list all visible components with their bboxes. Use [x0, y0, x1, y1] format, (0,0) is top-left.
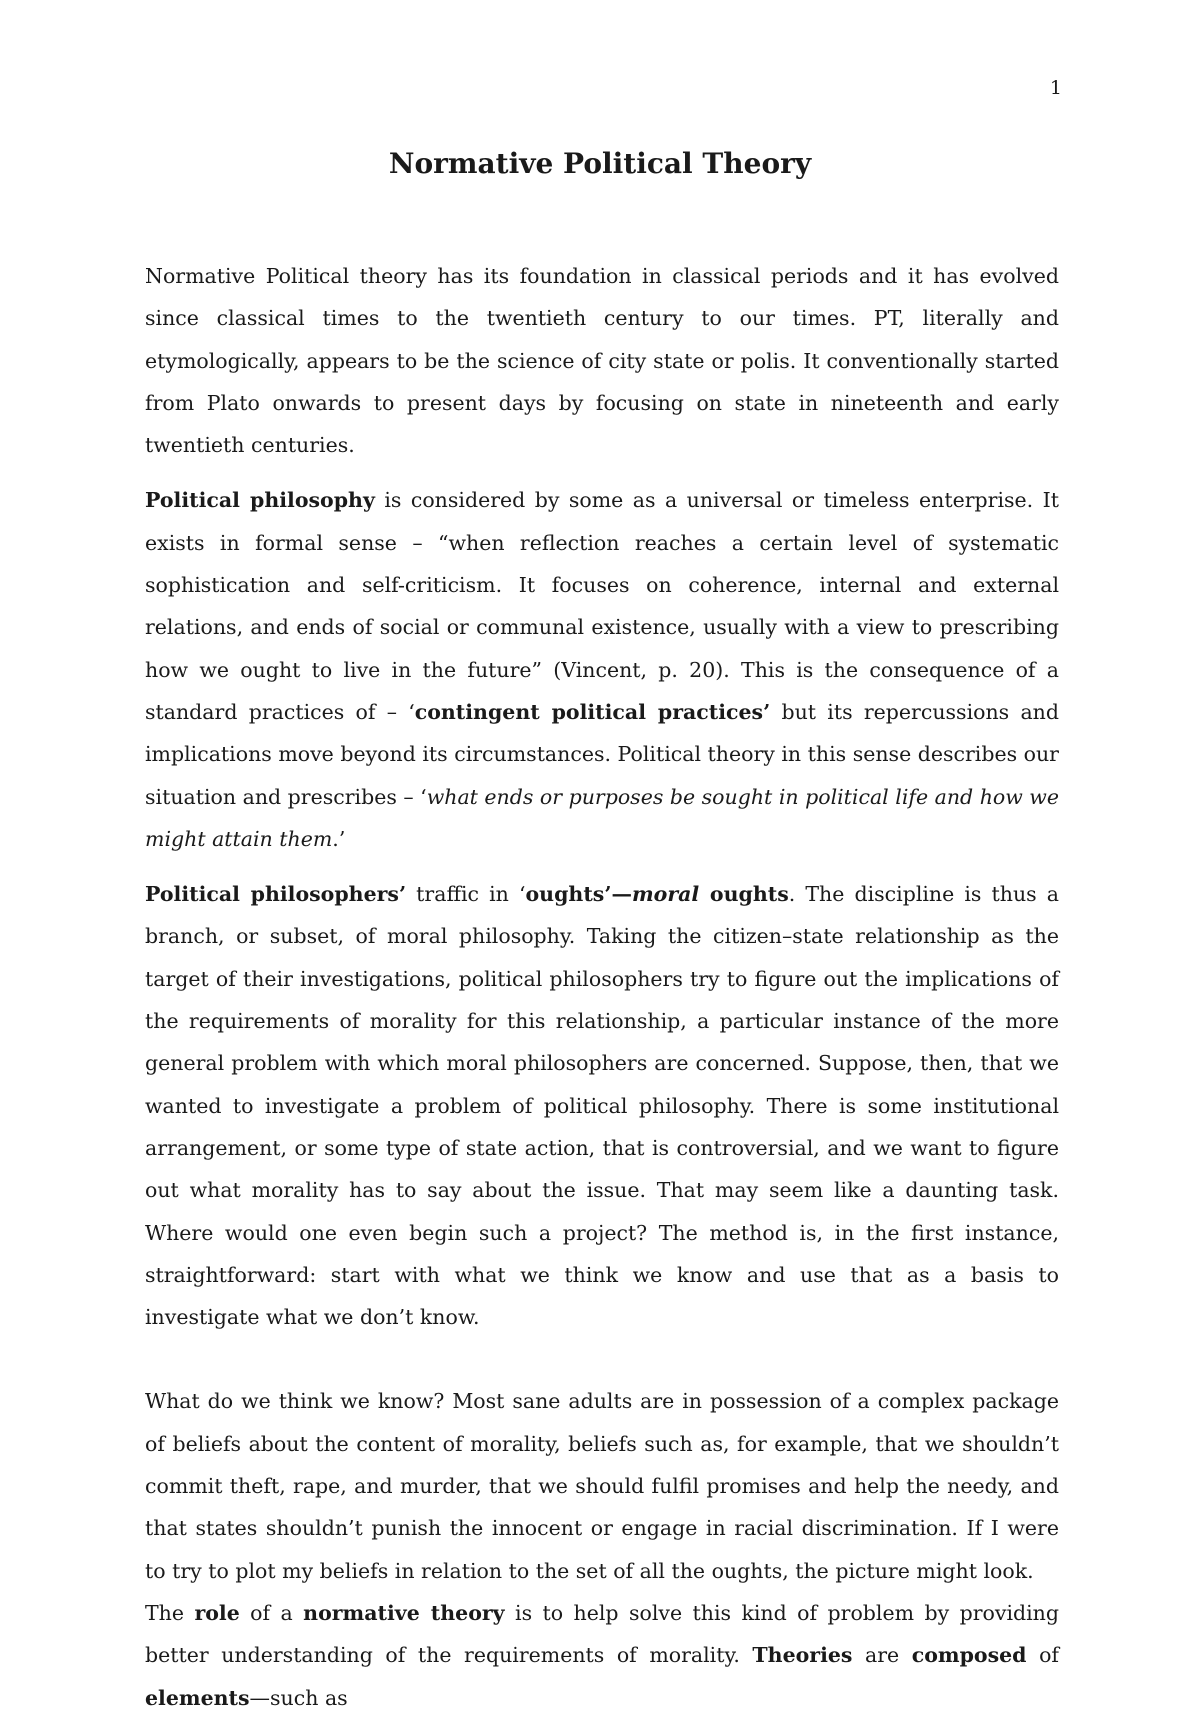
- term-composed: composed: [911, 1643, 1027, 1668]
- p5-text-5: of: [1026, 1643, 1059, 1668]
- term-political-philosophy: Political philosophy: [145, 488, 375, 513]
- term-contingent-practices: contingent political practices’: [414, 699, 771, 724]
- term-theories: Theories: [752, 1643, 853, 1668]
- paragraph-political-philosophy: [145, 479, 1059, 860]
- page-number: 1: [1049, 77, 1062, 99]
- p2-text-3: .’: [332, 826, 346, 851]
- paragraph-role-of-theory: [145, 1592, 1059, 1719]
- term-normative-theory: normative theory: [303, 1600, 505, 1625]
- term-moral: moral: [631, 882, 700, 907]
- term-elements: elements: [145, 1685, 250, 1710]
- p2-text-1: is considered by some as a universal or timeless enterprise. It exists in formal sense – “when reflection reaches a certain level of systematic sophistication and self-criticism. It focuses on coherence, internal and external relations, and ends of social or communal existence, usually with a view to prescribing how we ought to live in the future” (Vincent, p. 20). This is the consequence of a standard practices of – ‘: [145, 488, 1059, 724]
- quote-ends-purposes: what ends or purposes be sought in political life and how we might attain them: [145, 784, 1059, 851]
- document-body: [145, 255, 1059, 1719]
- paragraph-what-we-know-text: What do we think we know? Most sane adults are in possession of a complex package of beliefs about the content of morality, beliefs such as, for example, that we shouldn’t commit theft, rape, and murder, that we should fulfil promises and help the needy, and that states shouldn’t punish the innocent or engage in racial discrimination. If I were to try to plot my beliefs in relation to the set of all the oughts, the picture might look.: [145, 1389, 1059, 1583]
- term-oughts-2: oughts: [699, 882, 789, 907]
- p5-text-1: The: [145, 1600, 195, 1625]
- p5-text-6: —such as: [249, 1685, 348, 1710]
- paragraph-political-philosophers: [145, 873, 1059, 1338]
- paragraph-intro-text: Normative Political theory has its foundation in classical periods and it has evolved since classical times to the twentieth century to our times. PT, literally and etymologically, appears to be the science of city state or polis. It conventionally started from Plato onwards to present days by focusing on state in nineteenth and early twentieth centuries.: [145, 264, 1059, 458]
- p2-text-2: but its repercussions and implications move beyond its circumstances. Political theory in this sense describes our situation and prescribes – ‘: [145, 699, 1060, 809]
- p5-text-3: is to help solve this kind of problem by providing better understanding of the requirements of morality.: [145, 1600, 1059, 1668]
- document-title: Normative Political Theory: [388, 147, 812, 180]
- p5-text-4: are: [852, 1643, 912, 1668]
- term-oughts: oughts’—: [525, 882, 632, 907]
- term-role: role: [194, 1600, 240, 1625]
- p3-text-2: . The discipline is thus a branch, or subset, of moral philosophy. Taking the citizen–state relationship as the target of their investigations, political philosophers try to figure out the implications of the requirements of morality for this relationship, a particular instance of the more general problem with which moral philosophers are concerned. Suppose, then, that we wanted to investigate a problem of political philosophy. There is some institutional arrangement, or some type of state action, that is controversial, and we want to figure out what morality has to say about the issue. That may seem like a daunting task. Where would one even begin such a project? The method is, in the first instance, straightforward: start with what we think we know and use that as a basis to investigate what we don’t know.: [145, 882, 1059, 1330]
- p3-text-1: traffic in ‘: [406, 882, 526, 907]
- p5-text-2: of a: [239, 1600, 304, 1625]
- paragraph-intro: [145, 255, 1059, 466]
- term-political-philosophers: Political philosophers’: [145, 882, 407, 907]
- paragraph-what-we-know: [145, 1380, 1059, 1591]
